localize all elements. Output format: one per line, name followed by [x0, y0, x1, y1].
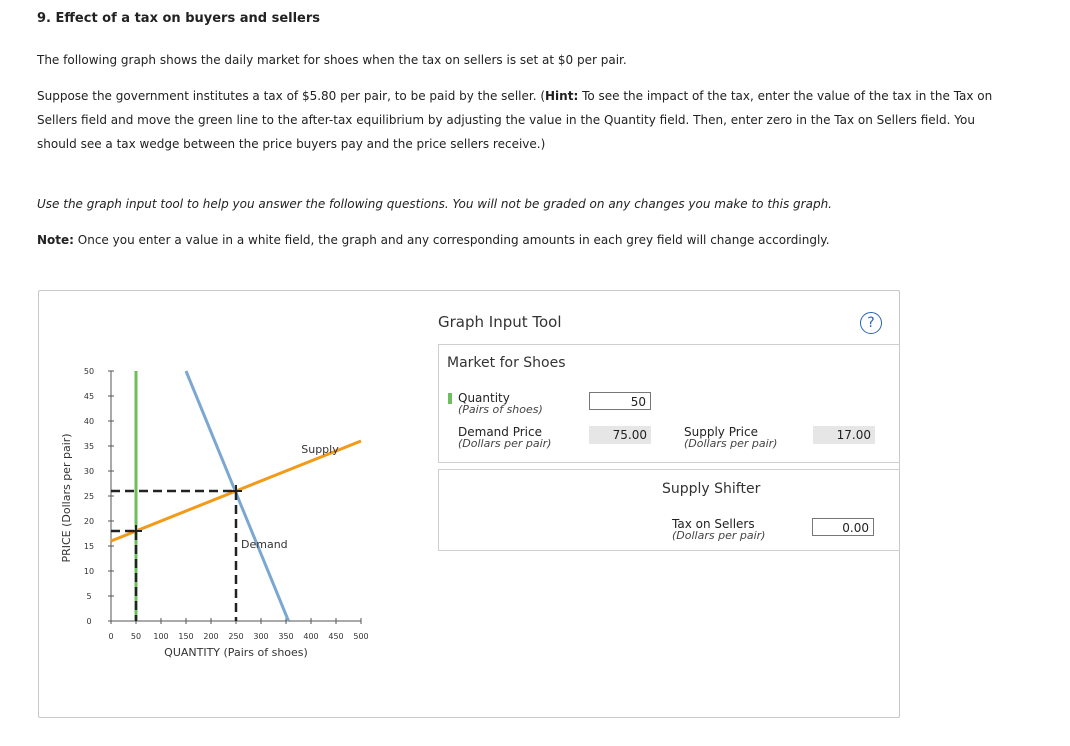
x-tick-label: 350 [278, 632, 294, 641]
instruction-paragraph: Use the graph input tool to help you answer the following questions. You will not be graded on any changes you make to this graph. [37, 197, 832, 211]
x-tick-label: 100 [153, 632, 169, 641]
quantity-label: Quantity [458, 391, 510, 405]
quantity-unit: (Pairs of shoes) [458, 403, 543, 416]
x-axis-title: QUANTITY (Pairs of shoes) [164, 646, 308, 659]
note-label: Note: [37, 233, 74, 247]
x-tick-label: 400 [303, 632, 319, 641]
x-tick-label: 450 [328, 632, 344, 641]
supply-price-label: Supply Price [684, 425, 758, 439]
supply-label: Supply [301, 443, 339, 456]
y-tick-label: 50 [83, 367, 95, 376]
supply-shifter-panel [438, 469, 899, 551]
supply-shifter-title: Supply Shifter [662, 481, 761, 497]
tax-paragraph [37, 84, 997, 156]
note-text: Once you enter a value in a white field, the graph and any corresponding amounts in each grey field will change accordingly. [73, 233, 830, 247]
y-tick-label: 40 [83, 417, 95, 426]
intro-paragraph: The following graph shows the daily market for shoes when the tax on sellers is set at $0 per pair. [37, 53, 627, 67]
y-tick-label: 25 [83, 492, 95, 501]
y-tick-label: 15 [83, 542, 95, 551]
x-tick-label: 50 [130, 632, 142, 641]
y-tick-label: 45 [83, 392, 95, 401]
hint-label: Hint: [545, 89, 579, 103]
y-tick-label: 5 [86, 592, 92, 601]
demand-label: Demand [241, 538, 288, 551]
quantity-input[interactable]: 50 [589, 392, 651, 410]
x-tick-label: 250 [228, 632, 244, 641]
quantity-color-swatch [448, 393, 452, 404]
help-icon[interactable]: ? [860, 312, 882, 334]
quantity-point-marker [130, 525, 142, 537]
y-tick-label: 30 [83, 467, 95, 476]
equilibrium-marker [230, 485, 242, 497]
x-tick-label: 150 [178, 632, 194, 641]
tax-text-a: Suppose the government institutes a tax of $5.80 per pair, to be paid by the seller. ( [37, 89, 546, 103]
page-title: 9. Effect of a tax on buyers and sellers [37, 11, 321, 26]
tax-text-b: To see the impact of the tax, enter the value of the tax in the Tax on Sellers field and move the green line to the after-tax equilibrium by adjusting the value in the Quantity field. Then, enter zero in the Tax on Sellers field. You should see a tax wedge between the price buyers pay and the price sellers receive.) [37, 89, 993, 151]
note-paragraph [37, 228, 830, 252]
y-tick-label: 10 [83, 567, 95, 576]
tax-on-sellers-unit: (Dollars per pair) [672, 529, 766, 542]
demand-price-unit: (Dollars per pair) [458, 437, 552, 450]
y-tick-label: 35 [83, 442, 95, 451]
x-tick-label: 0 [108, 632, 114, 641]
market-title: Market for Shoes [447, 355, 566, 371]
x-tick-label: 200 [203, 632, 219, 641]
tax-on-sellers-input[interactable]: 0.00 [812, 518, 874, 536]
market-panel [438, 344, 899, 463]
demand-price-label: Demand Price [458, 425, 542, 439]
graph-widget [38, 290, 900, 718]
tax-on-sellers-label: Tax on Sellers [672, 517, 755, 531]
supply-price-value: 17.00 [813, 426, 875, 444]
demand-price-value: 75.00 [589, 426, 651, 444]
x-tick-label: 300 [253, 632, 269, 641]
y-tick-label: 0 [86, 617, 92, 626]
graph-input-tool-title: Graph Input Tool [438, 313, 562, 331]
supply-price-unit: (Dollars per pair) [684, 437, 778, 450]
supply-demand-chart[interactable] [39, 291, 437, 717]
x-tick-label: 500 [353, 632, 369, 641]
y-axis-title: PRICE (Dollars per pair) [60, 433, 73, 563]
y-tick-label: 20 [83, 517, 95, 526]
